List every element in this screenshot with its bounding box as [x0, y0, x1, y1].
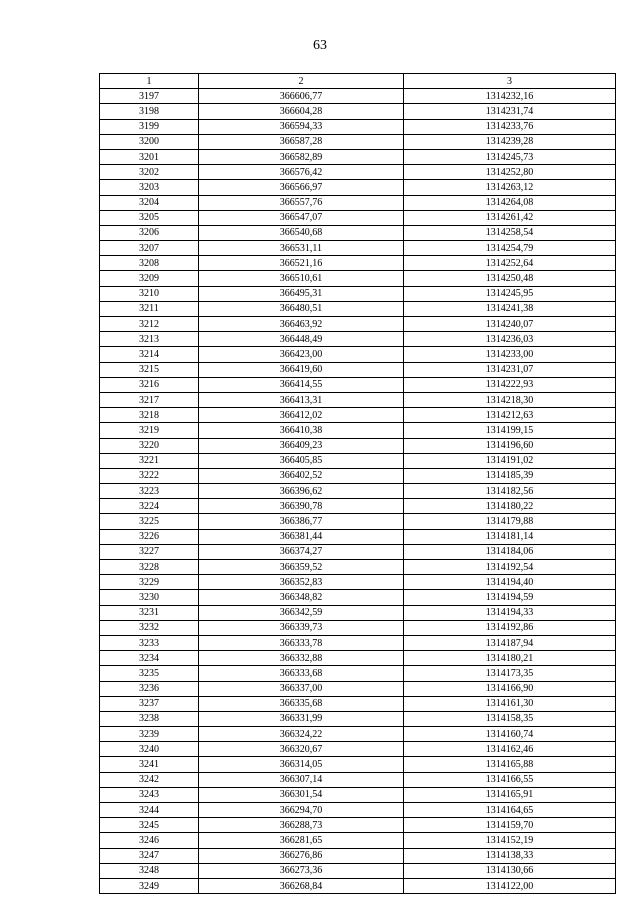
table-header-row: [100, 74, 616, 89]
y-coordinate-cell: 1314231,74: [404, 104, 616, 119]
y-coordinate-cell: 1314196,60: [404, 438, 616, 453]
x-coordinate-cell: 366594,33: [199, 119, 404, 134]
x-coordinate-cell: 366531,11: [199, 241, 404, 256]
x-coordinate-cell: 366390,78: [199, 499, 404, 514]
table-row: [100, 362, 616, 377]
point-number-cell: 3249: [100, 878, 199, 893]
point-number-cell: 3224: [100, 499, 199, 514]
table-row: [100, 696, 616, 711]
y-coordinate-cell: 1314194,59: [404, 590, 616, 605]
table-row: [100, 89, 616, 104]
table-row: [100, 620, 616, 635]
x-coordinate-cell: 366423,00: [199, 347, 404, 362]
x-coordinate-cell: 366352,83: [199, 575, 404, 590]
x-coordinate-cell: 366521,16: [199, 256, 404, 271]
point-number-cell: 3231: [100, 605, 199, 620]
y-coordinate-cell: 1314239,28: [404, 134, 616, 149]
y-coordinate-cell: 1314245,95: [404, 286, 616, 301]
page-number: 63: [313, 38, 327, 53]
y-coordinate-cell: 1314166,55: [404, 772, 616, 787]
point-number-cell: 3236: [100, 681, 199, 696]
x-coordinate-cell: 366386,77: [199, 514, 404, 529]
x-coordinate-cell: 366381,44: [199, 529, 404, 544]
y-coordinate-cell: 1314122,00: [404, 878, 616, 893]
y-coordinate-cell: 1314191,02: [404, 453, 616, 468]
table-row: [100, 210, 616, 225]
x-coordinate-cell: 366606,77: [199, 89, 404, 104]
y-coordinate-cell: 1314185,39: [404, 468, 616, 483]
point-number-cell: 3244: [100, 803, 199, 818]
y-coordinate-cell: 1314233,76: [404, 119, 616, 134]
point-number-cell: 3219: [100, 423, 199, 438]
table-row: [100, 241, 616, 256]
table-row: [100, 423, 616, 438]
table-row: [100, 772, 616, 787]
coordinates-table: [99, 73, 616, 894]
point-number-cell: 3215: [100, 362, 199, 377]
point-number-cell: 3243: [100, 787, 199, 802]
point-number-cell: 3214: [100, 347, 199, 362]
y-coordinate-cell: 1314180,21: [404, 651, 616, 666]
x-coordinate-cell: 366412,02: [199, 408, 404, 423]
y-coordinate-cell: 1314241,38: [404, 301, 616, 316]
x-coordinate-cell: 366307,14: [199, 772, 404, 787]
column-header-y: 3: [404, 74, 616, 89]
y-coordinate-cell: 1314264,08: [404, 195, 616, 210]
table-row: [100, 301, 616, 316]
x-coordinate-cell: 366587,28: [199, 134, 404, 149]
point-number-cell: 3204: [100, 195, 199, 210]
point-number-cell: 3217: [100, 392, 199, 407]
table-row: [100, 529, 616, 544]
table-row: [100, 590, 616, 605]
x-coordinate-cell: 366413,31: [199, 392, 404, 407]
y-coordinate-cell: 1314252,64: [404, 256, 616, 271]
table-row: [100, 392, 616, 407]
x-coordinate-cell: 366604,28: [199, 104, 404, 119]
table-row: [100, 484, 616, 499]
y-coordinate-cell: 1314231,07: [404, 362, 616, 377]
x-coordinate-cell: 366402,52: [199, 468, 404, 483]
y-coordinate-cell: 1314199,15: [404, 423, 616, 438]
x-coordinate-cell: 366410,38: [199, 423, 404, 438]
x-coordinate-cell: 366576,42: [199, 165, 404, 180]
table-row: [100, 560, 616, 575]
point-number-cell: 3208: [100, 256, 199, 271]
table-row: [100, 803, 616, 818]
table-row: [100, 727, 616, 742]
point-number-cell: 3212: [100, 317, 199, 332]
y-coordinate-cell: 1314192,86: [404, 620, 616, 635]
point-number-cell: 3197: [100, 89, 199, 104]
x-coordinate-cell: 366480,51: [199, 301, 404, 316]
x-coordinate-cell: 366294,70: [199, 803, 404, 818]
table-row: [100, 605, 616, 620]
x-coordinate-cell: 366396,62: [199, 484, 404, 499]
table-row: [100, 635, 616, 650]
x-coordinate-cell: 366320,67: [199, 742, 404, 757]
point-number-cell: 3199: [100, 119, 199, 134]
x-coordinate-cell: 366348,82: [199, 590, 404, 605]
y-coordinate-cell: 1314261,42: [404, 210, 616, 225]
table-row: [100, 165, 616, 180]
y-coordinate-cell: 1314250,48: [404, 271, 616, 286]
x-coordinate-cell: 366268,84: [199, 878, 404, 893]
point-number-cell: 3239: [100, 727, 199, 742]
table-row: [100, 377, 616, 392]
y-coordinate-cell: 1314232,16: [404, 89, 616, 104]
point-number-cell: 3223: [100, 484, 199, 499]
table-row: [100, 863, 616, 878]
point-number-cell: 3221: [100, 453, 199, 468]
table-row: [100, 651, 616, 666]
point-number-cell: 3225: [100, 514, 199, 529]
point-number-cell: 3232: [100, 620, 199, 635]
y-coordinate-cell: 1314218,30: [404, 392, 616, 407]
y-coordinate-cell: 1314258,54: [404, 225, 616, 240]
y-coordinate-cell: 1314181,14: [404, 529, 616, 544]
point-number-cell: 3233: [100, 635, 199, 650]
point-number-cell: 3211: [100, 301, 199, 316]
x-coordinate-cell: 366448,49: [199, 332, 404, 347]
table-row: [100, 514, 616, 529]
table-row: [100, 757, 616, 772]
y-coordinate-cell: 1314138,33: [404, 848, 616, 863]
table-row: [100, 195, 616, 210]
table-row: [100, 666, 616, 681]
point-number-cell: 3242: [100, 772, 199, 787]
y-coordinate-cell: 1314160,74: [404, 727, 616, 742]
y-coordinate-cell: 1314180,22: [404, 499, 616, 514]
point-number-cell: 3198: [100, 104, 199, 119]
x-coordinate-cell: 366314,05: [199, 757, 404, 772]
point-number-cell: 3248: [100, 863, 199, 878]
x-coordinate-cell: 366342,59: [199, 605, 404, 620]
x-coordinate-cell: 366324,22: [199, 727, 404, 742]
y-coordinate-cell: 1314245,73: [404, 149, 616, 164]
point-number-cell: 3218: [100, 408, 199, 423]
x-coordinate-cell: 366409,23: [199, 438, 404, 453]
y-coordinate-cell: 1314162,46: [404, 742, 616, 757]
point-number-cell: 3210: [100, 286, 199, 301]
x-coordinate-cell: 366333,68: [199, 666, 404, 681]
y-coordinate-cell: 1314173,35: [404, 666, 616, 681]
point-number-cell: 3203: [100, 180, 199, 195]
x-coordinate-cell: 366339,73: [199, 620, 404, 635]
x-coordinate-cell: 366301,54: [199, 787, 404, 802]
point-number-cell: 3206: [100, 225, 199, 240]
x-coordinate-cell: 366463,92: [199, 317, 404, 332]
point-number-cell: 3201: [100, 149, 199, 164]
table-row: [100, 499, 616, 514]
y-coordinate-cell: 1314159,70: [404, 818, 616, 833]
point-number-cell: 3241: [100, 757, 199, 772]
point-number-cell: 3238: [100, 711, 199, 726]
point-number-cell: 3234: [100, 651, 199, 666]
table-row: [100, 544, 616, 559]
x-coordinate-cell: 366414,55: [199, 377, 404, 392]
table-row: [100, 119, 616, 134]
x-coordinate-cell: 366495,31: [199, 286, 404, 301]
point-number-cell: 3207: [100, 241, 199, 256]
y-coordinate-cell: 1314222,93: [404, 377, 616, 392]
table-row: [100, 225, 616, 240]
point-number-cell: 3213: [100, 332, 199, 347]
y-coordinate-cell: 1314179,88: [404, 514, 616, 529]
y-coordinate-cell: 1314236,03: [404, 332, 616, 347]
point-number-cell: 3202: [100, 165, 199, 180]
table-row: [100, 878, 616, 893]
point-number-cell: 3240: [100, 742, 199, 757]
x-coordinate-cell: 366288,73: [199, 818, 404, 833]
table-row: [100, 681, 616, 696]
point-number-cell: 3230: [100, 590, 199, 605]
table-row: [100, 286, 616, 301]
x-coordinate-cell: 366337,00: [199, 681, 404, 696]
table-row: [100, 833, 616, 848]
table-row: [100, 271, 616, 286]
x-coordinate-cell: 366582,89: [199, 149, 404, 164]
y-coordinate-cell: 1314184,06: [404, 544, 616, 559]
y-coordinate-cell: 1314130,66: [404, 863, 616, 878]
point-number-cell: 3226: [100, 529, 199, 544]
point-number-cell: 3222: [100, 468, 199, 483]
x-coordinate-cell: 366374,27: [199, 544, 404, 559]
y-coordinate-cell: 1314182,56: [404, 484, 616, 499]
table-row: [100, 468, 616, 483]
point-number-cell: 3229: [100, 575, 199, 590]
point-number-cell: 3200: [100, 134, 199, 149]
table-row: [100, 848, 616, 863]
table-row: [100, 134, 616, 149]
table-row: [100, 149, 616, 164]
x-coordinate-cell: 366331,99: [199, 711, 404, 726]
table-row: [100, 818, 616, 833]
x-coordinate-cell: 366359,52: [199, 560, 404, 575]
table-row: [100, 711, 616, 726]
table-row: [100, 575, 616, 590]
y-coordinate-cell: 1314252,80: [404, 165, 616, 180]
table-row: [100, 180, 616, 195]
point-number-cell: 3216: [100, 377, 199, 392]
point-number-cell: 3245: [100, 818, 199, 833]
point-number-cell: 3235: [100, 666, 199, 681]
x-coordinate-cell: 366557,76: [199, 195, 404, 210]
x-coordinate-cell: 366510,61: [199, 271, 404, 286]
x-coordinate-cell: 366281,65: [199, 833, 404, 848]
y-coordinate-cell: 1314166,90: [404, 681, 616, 696]
x-coordinate-cell: 366419,60: [199, 362, 404, 377]
x-coordinate-cell: 366540,68: [199, 225, 404, 240]
y-coordinate-cell: 1314240,07: [404, 317, 616, 332]
x-coordinate-cell: 366405,85: [199, 453, 404, 468]
y-coordinate-cell: 1314158,35: [404, 711, 616, 726]
y-coordinate-cell: 1314233,00: [404, 347, 616, 362]
y-coordinate-cell: 1314152,19: [404, 833, 616, 848]
point-number-cell: 3220: [100, 438, 199, 453]
x-coordinate-cell: 366276,86: [199, 848, 404, 863]
point-number-cell: 3247: [100, 848, 199, 863]
table-row: [100, 317, 616, 332]
table-row: [100, 104, 616, 119]
x-coordinate-cell: 366547,07: [199, 210, 404, 225]
y-coordinate-cell: 1314194,40: [404, 575, 616, 590]
table-row: [100, 408, 616, 423]
y-coordinate-cell: 1314263,12: [404, 180, 616, 195]
y-coordinate-cell: 1314254,79: [404, 241, 616, 256]
table-row: [100, 332, 616, 347]
table-row: [100, 438, 616, 453]
point-number-cell: 3228: [100, 560, 199, 575]
table-row: [100, 256, 616, 271]
table-body: [100, 89, 616, 894]
table-row: [100, 742, 616, 757]
y-coordinate-cell: 1314165,88: [404, 757, 616, 772]
y-coordinate-cell: 1314194,33: [404, 605, 616, 620]
y-coordinate-cell: 1314192,54: [404, 560, 616, 575]
table-row: [100, 347, 616, 362]
point-number-cell: 3205: [100, 210, 199, 225]
x-coordinate-cell: 366332,88: [199, 651, 404, 666]
table-row: [100, 787, 616, 802]
point-number-cell: 3209: [100, 271, 199, 286]
column-header-x: 2: [199, 74, 404, 89]
point-number-cell: 3237: [100, 696, 199, 711]
x-coordinate-cell: 366566,97: [199, 180, 404, 195]
point-number-cell: 3246: [100, 833, 199, 848]
x-coordinate-cell: 366273,36: [199, 863, 404, 878]
y-coordinate-cell: 1314164,65: [404, 803, 616, 818]
y-coordinate-cell: 1314161,30: [404, 696, 616, 711]
point-number-cell: 3227: [100, 544, 199, 559]
x-coordinate-cell: 366333,78: [199, 635, 404, 650]
y-coordinate-cell: 1314187,94: [404, 635, 616, 650]
table-row: [100, 453, 616, 468]
column-header-point-number: 1: [100, 74, 199, 89]
y-coordinate-cell: 1314165,91: [404, 787, 616, 802]
x-coordinate-cell: 366335,68: [199, 696, 404, 711]
y-coordinate-cell: 1314212,63: [404, 408, 616, 423]
